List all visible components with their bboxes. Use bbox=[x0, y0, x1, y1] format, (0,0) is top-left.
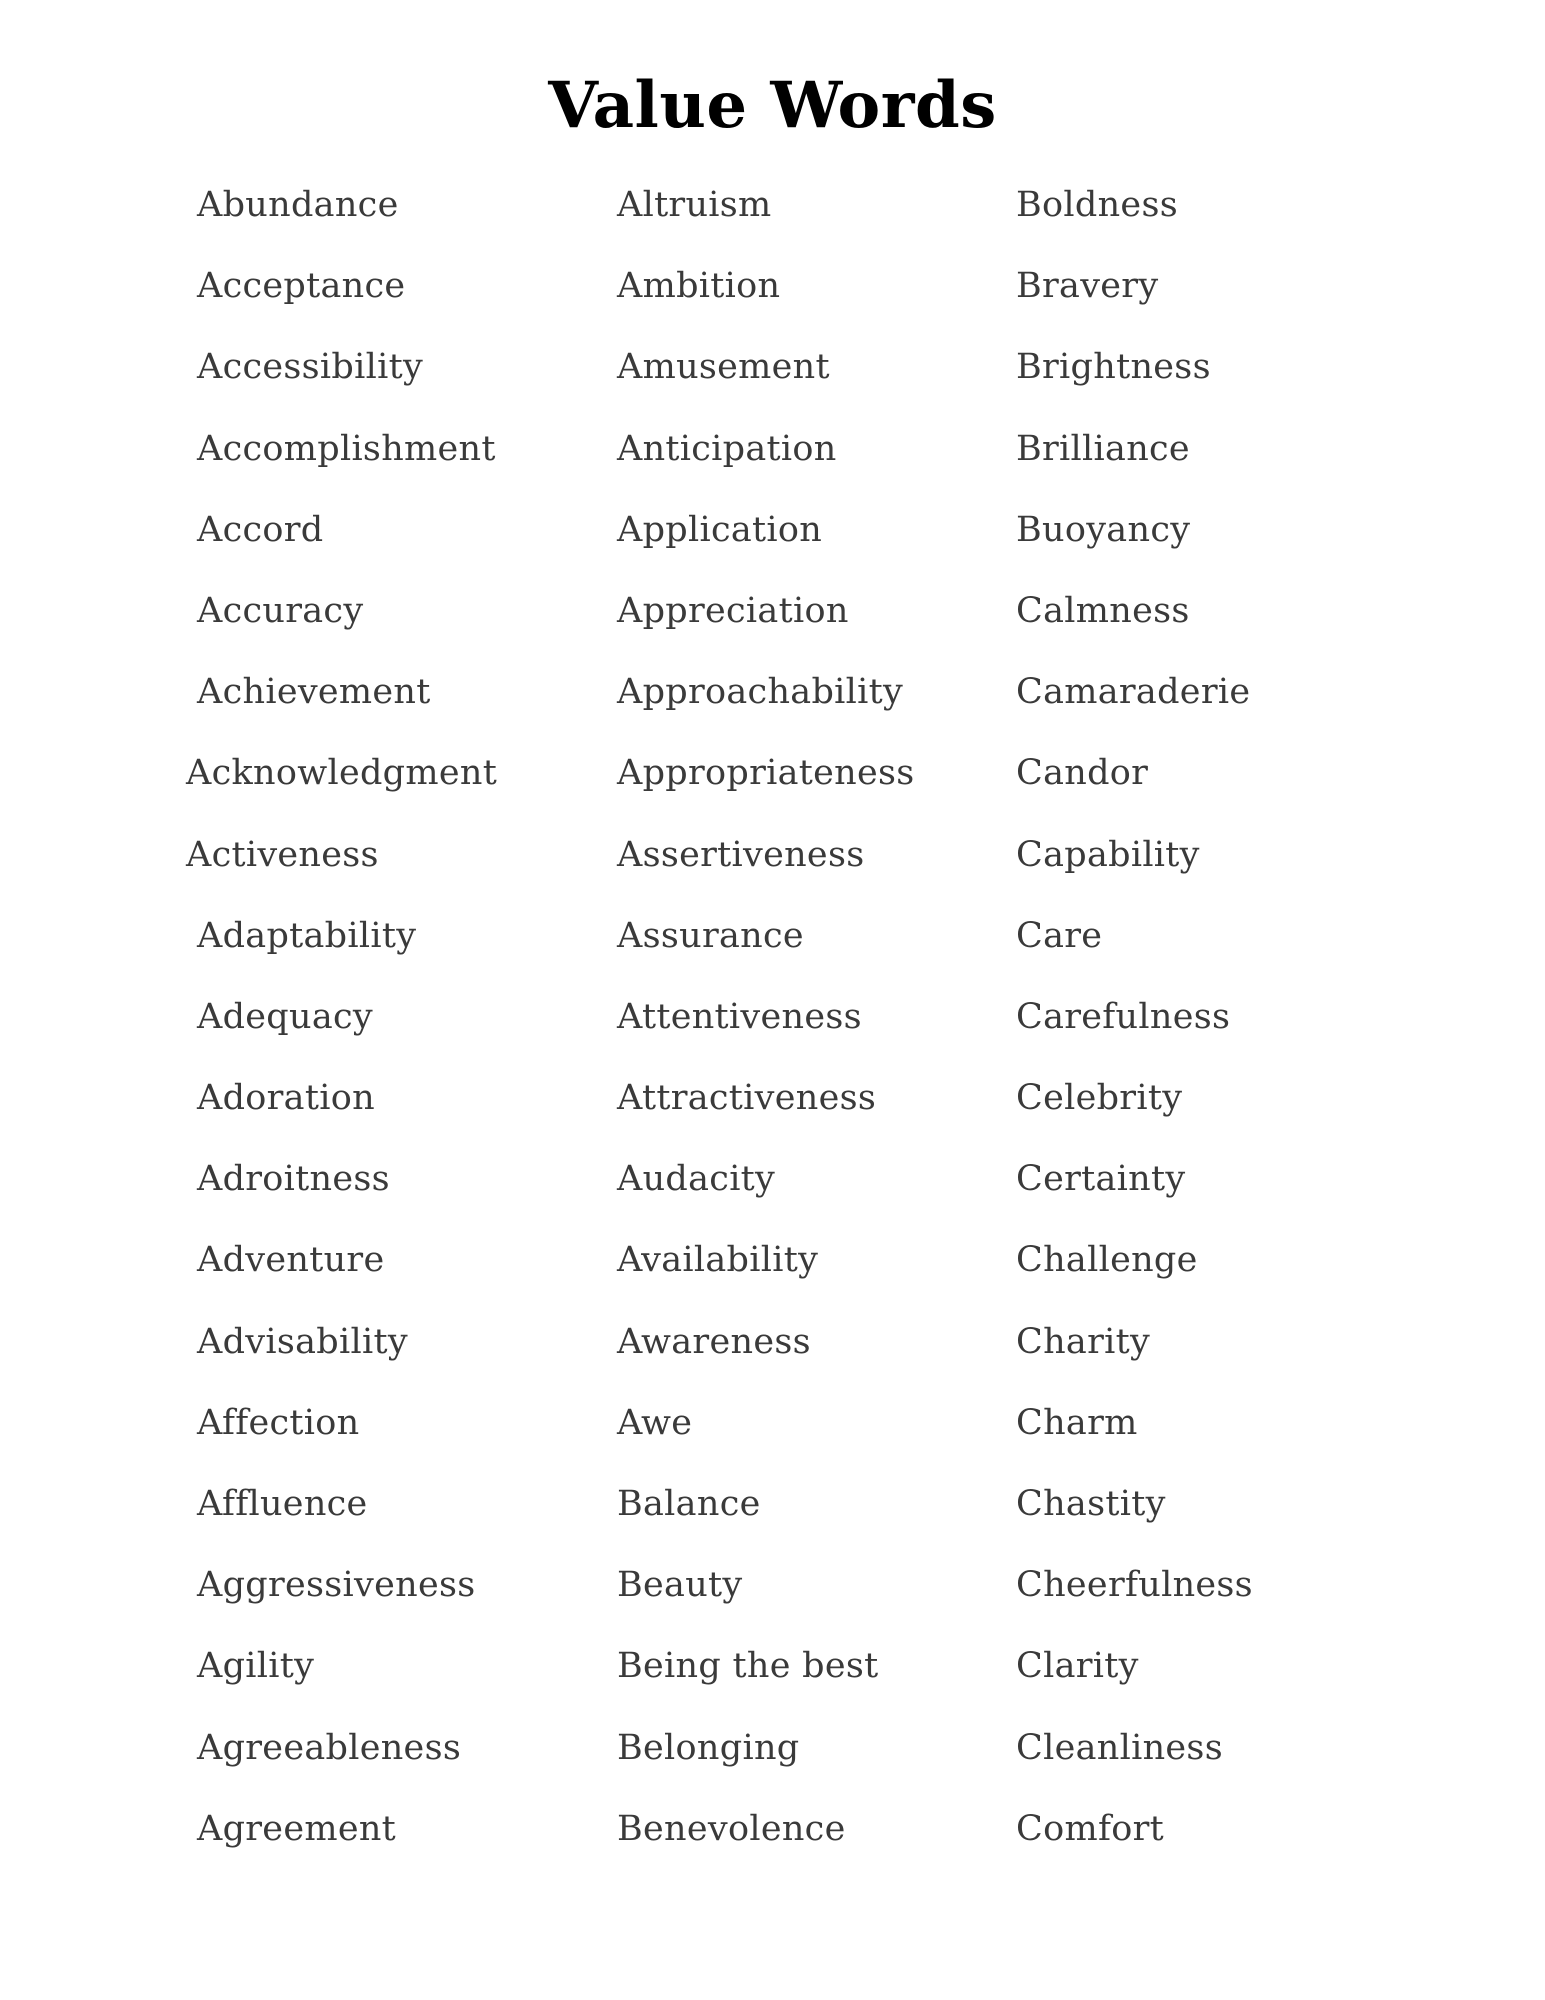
word-item: Appreciation bbox=[617, 590, 849, 631]
word-item: Brilliance bbox=[1016, 428, 1190, 469]
word-item: Brightness bbox=[1016, 347, 1211, 388]
word-item: Accord bbox=[197, 509, 324, 550]
word-item: Charm bbox=[1016, 1402, 1138, 1443]
word-item: Agility bbox=[197, 1646, 315, 1687]
word-item: Calmness bbox=[1016, 590, 1190, 631]
word-item: Accessibility bbox=[197, 347, 424, 388]
word-item: Anticipation bbox=[617, 428, 837, 469]
word-item: Altruism bbox=[617, 185, 772, 225]
word-item: Capability bbox=[1016, 834, 1200, 875]
word-item: Bravery bbox=[1016, 266, 1159, 307]
word-item: Attractiveness bbox=[617, 1078, 877, 1119]
word-item: Awareness bbox=[617, 1321, 811, 1362]
word-item: Ambition bbox=[617, 266, 781, 307]
word-item: Assertiveness bbox=[617, 834, 865, 875]
word-item: Charity bbox=[1016, 1321, 1151, 1362]
word-item: Adoration bbox=[197, 1078, 375, 1119]
word-item: Agreement bbox=[197, 1808, 397, 1849]
word-item: Aggressiveness bbox=[197, 1565, 476, 1606]
word-item: Beauty bbox=[617, 1565, 743, 1606]
word-item: Application bbox=[617, 509, 823, 550]
word-item: Activeness bbox=[186, 834, 379, 875]
word-item: Audacity bbox=[617, 1159, 776, 1200]
word-item: Cheerfulness bbox=[1016, 1565, 1253, 1606]
word-item: Buoyancy bbox=[1016, 509, 1191, 550]
word-item: Candor bbox=[1016, 753, 1149, 794]
word-item: Boldness bbox=[1016, 185, 1178, 225]
word-item: Adroitness bbox=[197, 1159, 390, 1200]
word-item: Acknowledgment bbox=[186, 753, 498, 794]
word-item: Carefulness bbox=[1016, 996, 1231, 1037]
word-item: Abundance bbox=[197, 185, 399, 225]
word-item: Agreeableness bbox=[197, 1727, 462, 1768]
word-item: Adventure bbox=[197, 1240, 385, 1281]
word-item: Celebrity bbox=[1016, 1078, 1183, 1119]
word-item: Awe bbox=[617, 1402, 693, 1443]
page-title: Value Words bbox=[548, 68, 997, 143]
word-item: Acceptance bbox=[197, 266, 406, 307]
word-item: Accomplishment bbox=[197, 428, 496, 469]
word-item: Camaraderie bbox=[1016, 672, 1251, 713]
word-item: Chastity bbox=[1016, 1484, 1166, 1524]
word-item: Adequacy bbox=[197, 996, 373, 1037]
word-item: Clarity bbox=[1016, 1646, 1139, 1687]
word-item: Balance bbox=[617, 1484, 761, 1524]
word-item: Being the best bbox=[617, 1646, 879, 1687]
word-item: Achievement bbox=[197, 672, 431, 713]
word-item: Challenge bbox=[1016, 1240, 1198, 1281]
word-item: Adaptability bbox=[197, 915, 417, 956]
word-item: Comfort bbox=[1016, 1808, 1164, 1849]
word-item: Availability bbox=[617, 1240, 819, 1281]
word-item: Certainty bbox=[1016, 1159, 1186, 1200]
word-item: Affection bbox=[197, 1402, 360, 1443]
word-item: Appropriateness bbox=[617, 753, 915, 794]
word-item: Belonging bbox=[617, 1727, 800, 1768]
word-item: Attentiveness bbox=[617, 996, 862, 1037]
word-item: Accuracy bbox=[197, 590, 364, 631]
word-item: Approachability bbox=[617, 672, 904, 713]
word-item: Advisability bbox=[197, 1321, 408, 1362]
word-item: Amusement bbox=[617, 347, 830, 388]
word-item: Affluence bbox=[197, 1484, 368, 1524]
word-column-3 bbox=[1016, 172, 1436, 1877]
word-columns bbox=[0, 172, 1545, 1872]
word-item: Benevolence bbox=[617, 1808, 846, 1849]
word-column-2 bbox=[617, 172, 1037, 1877]
word-item: Cleanliness bbox=[1016, 1727, 1223, 1768]
word-item: Care bbox=[1016, 915, 1103, 956]
word-column-1 bbox=[186, 172, 617, 1877]
word-item: Assurance bbox=[617, 915, 804, 956]
